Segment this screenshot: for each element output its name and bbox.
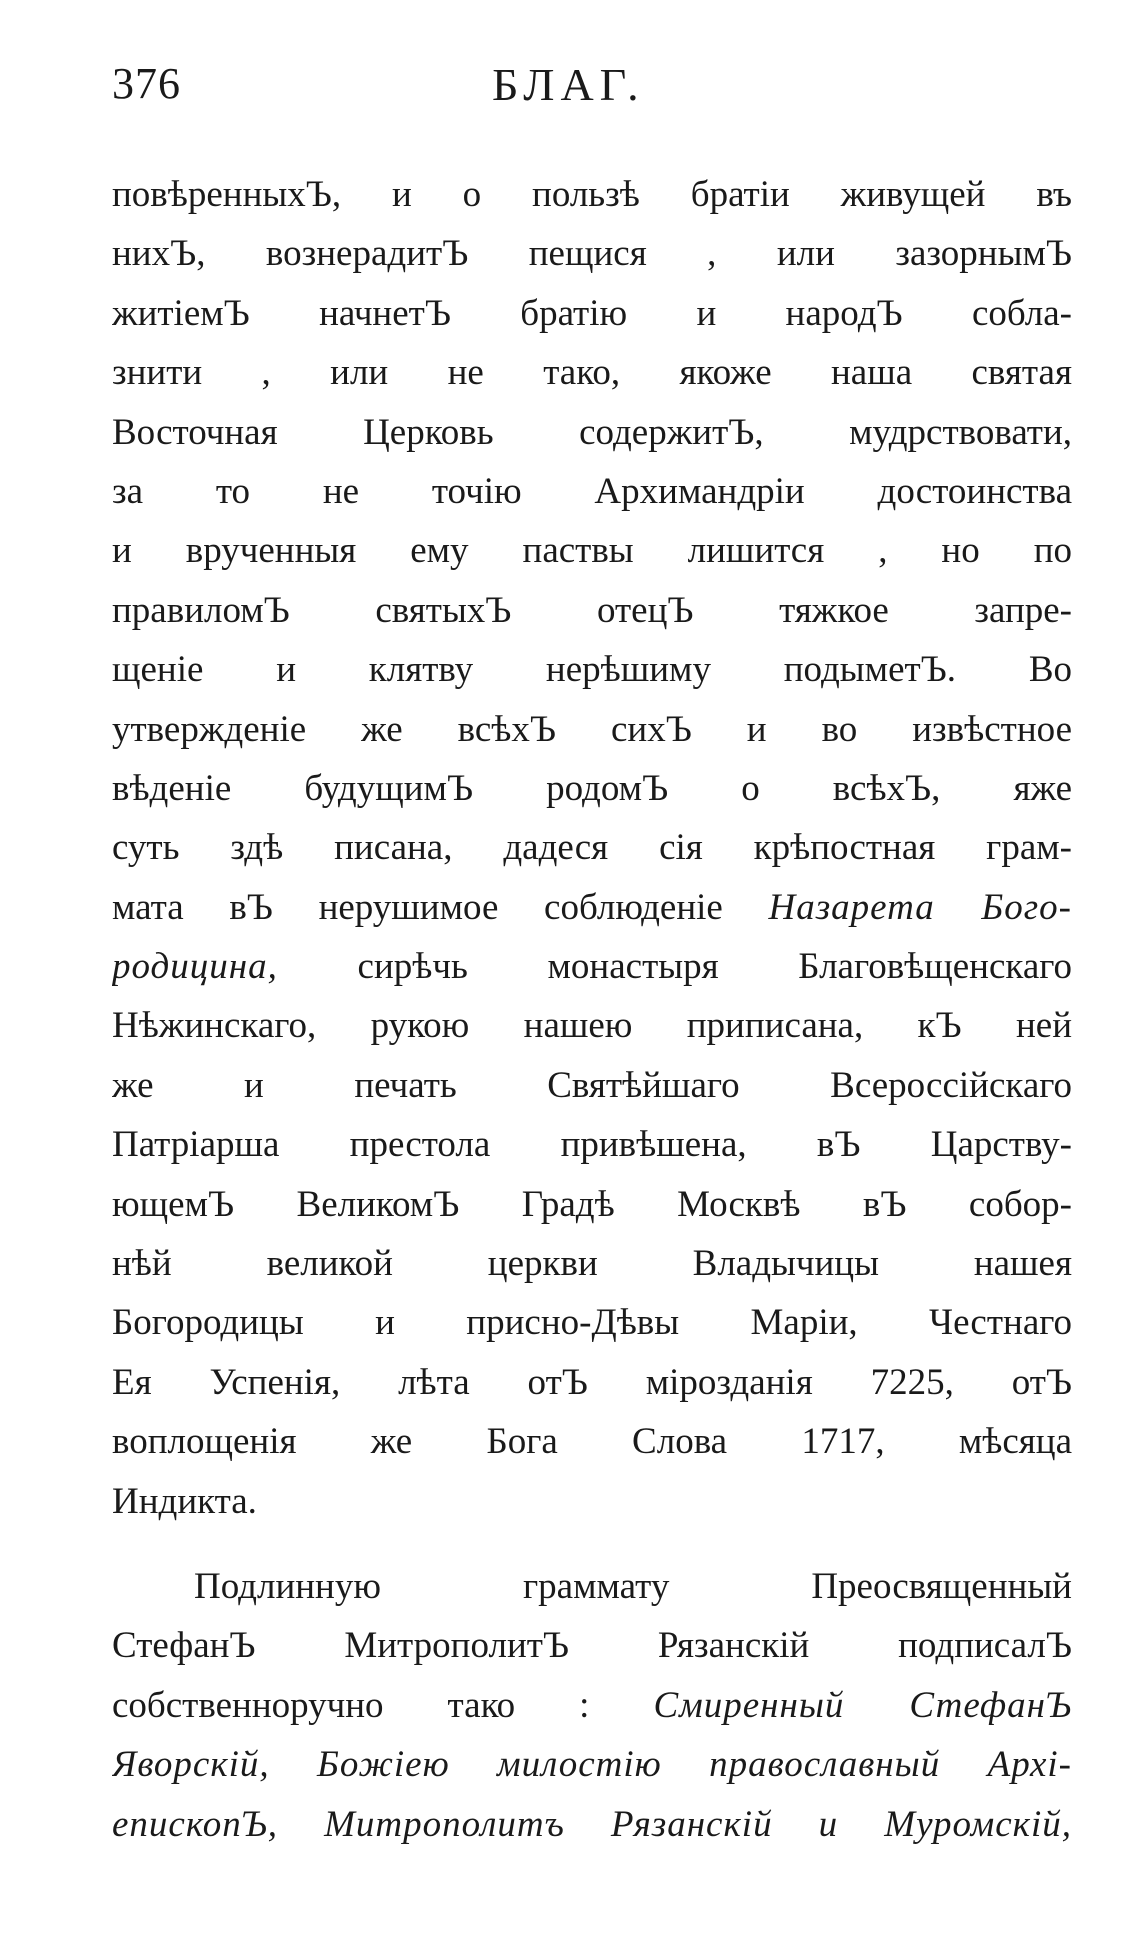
text-line: нѣй великой церкви Владычицы нашея bbox=[112, 1243, 1072, 1285]
italic-text: родицина, bbox=[112, 946, 278, 988]
italic-text: Яворскій, Божіею милостію православный Архі- bbox=[112, 1744, 1072, 1786]
text-line: вѣденіе будущимЪ родомЪ о всѣхЪ, яже bbox=[112, 767, 1072, 809]
text-line: и врученныя ему паствы лишится , но по bbox=[112, 530, 1072, 572]
text-line: воплощенія же Бога Слова 1717, мѣсяца bbox=[112, 1421, 1072, 1463]
italic-text: Назарета Бого- bbox=[768, 886, 1072, 928]
page-number: 376 bbox=[112, 59, 181, 108]
italic-text: Смиренный СтефанЪ bbox=[653, 1684, 1072, 1726]
text-line: правиломЪ святыхЪ отецЪ тяжкое запре- bbox=[112, 589, 1072, 631]
text-line: повѣренныхЪ, и о пользѣ братіи живущей въ bbox=[112, 174, 1072, 215]
italic-text: епископЪ, Митрополитъ Рязанскій и Муромскій, bbox=[112, 1803, 1072, 1845]
text-line: Подлинную граммату Преосвященный bbox=[194, 1565, 1072, 1607]
text-line: ющемЪ ВеликомЪ Градѣ Москвѣ вЪ собор- bbox=[112, 1183, 1072, 1225]
text-line bbox=[112, 1795, 1072, 1854]
text-line: Восточная Церковь содержитЪ, мудрствовати, bbox=[112, 411, 1072, 453]
text-line: Богородицы и присно-Дѣвы Маріи, Честнаго bbox=[112, 1302, 1072, 1344]
text-line: суть здѣ писана, дадеся сія крѣпостная грам- bbox=[112, 827, 1072, 869]
text-line bbox=[112, 1735, 1072, 1794]
text-segment: сирѣчь монастыря Благовѣщенскаго bbox=[277, 946, 1072, 988]
running-head: БЛАГ. bbox=[492, 59, 645, 110]
text-line: Ея Успенія, лѣта отЪ мірозданія 7225, отЪ bbox=[112, 1361, 1072, 1403]
text-line: СтефанЪ МитрополитЪ Рязанскій подписалЪ bbox=[112, 1625, 1072, 1667]
text-line: щеніе и клятву нерѣшиму подыметЪ. Во bbox=[112, 649, 1072, 691]
text-line bbox=[112, 878, 1072, 937]
text-segment: собственноручно тако : bbox=[112, 1684, 654, 1726]
text-segment: мата вЪ нерушимое соблюденіе bbox=[112, 886, 769, 928]
text-line: же и печать Святѣйшаго Всероссійскаго bbox=[112, 1064, 1072, 1106]
text-line: за то не точію Архимандріи достоинства bbox=[112, 470, 1072, 512]
text-line: житіемЪ начнетЪ братію и народЪ собла- bbox=[112, 292, 1072, 334]
text-line: нихЪ, вознерадитЪ пещися , или зазорнымЪ bbox=[112, 233, 1072, 275]
text-line: Патріарша престола привѣшена, вЪ Царству- bbox=[112, 1124, 1072, 1166]
text-line: знити , или не тако, якоже наша святая bbox=[112, 352, 1072, 394]
text-line: утвержденіе же всѣхЪ сихЪ и во извѣстное bbox=[112, 708, 1072, 750]
body-text bbox=[112, 165, 1072, 1854]
text-line: Индикта. bbox=[112, 1480, 257, 1522]
text-line bbox=[112, 937, 1072, 996]
text-line bbox=[112, 1676, 1072, 1735]
text-line: Нѣжинскаго, рукою нашею приписана, кЪ ней bbox=[112, 1005, 1072, 1047]
page-header bbox=[112, 58, 1072, 118]
